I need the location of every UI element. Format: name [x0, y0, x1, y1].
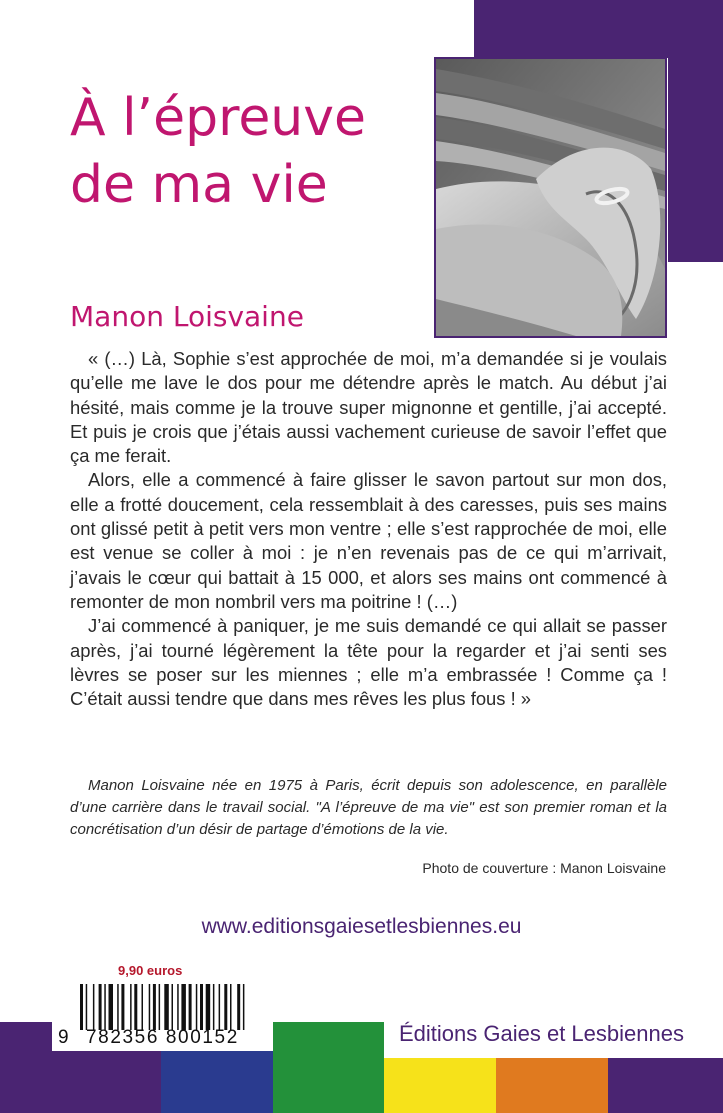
barcode-bar [159, 984, 161, 1030]
barcode-bar [237, 984, 240, 1030]
barcode-bar [172, 984, 174, 1030]
barcode-bar [230, 984, 232, 1030]
barcode-bar [80, 984, 83, 1030]
publisher-website[interactable]: www.editionsgaiesetlesbiennes.eu [201, 915, 522, 938]
barcode-bar [224, 984, 227, 1030]
side-color-block [668, 0, 723, 262]
barcode-bar [206, 984, 211, 1030]
barcode-bar [130, 984, 132, 1030]
isbn-barcode [52, 980, 273, 1051]
barcode-bar [109, 984, 114, 1030]
barcode-bar [189, 984, 192, 1030]
author-name: Manon Loisvaine [70, 300, 304, 333]
barcode-bar [99, 984, 102, 1030]
barcode-bar [142, 984, 144, 1030]
barcode-bar [181, 984, 186, 1030]
cover-photo-art [436, 59, 665, 336]
isbn-remaining-digits: 782356 800152 [86, 1027, 239, 1048]
isbn-first-digit: 9 [58, 1027, 69, 1048]
price-label: 9,90 euros [118, 963, 183, 978]
barcode-bar [213, 984, 215, 1030]
book-title-line-1: À l’épreuve [70, 88, 367, 148]
barcode-bars [80, 984, 266, 1030]
photo-credit: Photo de couverture : Manon Loisvaine [422, 860, 666, 876]
barcode-bar [86, 984, 88, 1030]
barcode-bar [219, 984, 221, 1030]
barcode-bar [164, 984, 169, 1030]
cover-photo [434, 57, 667, 338]
excerpt-paragraph: J’ai commencé à paniquer, je me suis demandé ce qui allait se passer après, j’ai tourné légèrement la tête pour la regarder et j’ai senti ses lèvres se poser sur les miennes ; elle m’a embrassée ! Comme ça ! C’était aussi tendre que dans mes rêves les plus fous ! » [70, 615, 667, 710]
book-excerpt [70, 347, 667, 711]
barcode-bar [200, 984, 203, 1030]
publisher-name: Éditions Gaies et Lesbiennes [399, 1021, 684, 1046]
barcode-bar [104, 984, 106, 1030]
barcode-bar [93, 984, 95, 1030]
barcode-bar [117, 984, 119, 1030]
author-bio: Manon Loisvaine née en 1975 à Paris, écrit depuis son adolescence, en parallèle d’une carrière dans le travail social. "A l’épreuve de ma vie" est son premier roman et la concrétisation d’un désir de partage d’émotions de la vie. [70, 777, 667, 838]
excerpt-paragraph: Alors, elle a commencé à faire glisser le savon partout sur mon dos, elle a frotté doucement, cela ressemblait à des caresses, puis ses mains ont glissé petit à petit vers mon ventre ; elle s’est rapprochée de moi, elle est venue se coller à moi : je n’en revenais pas de ce qui m’arrivait, j’avais le cœur qui battait à 15 000, et alors ses mains ont commencé à remonter de mon nombril vers ma poitrine ! (…) [70, 469, 667, 612]
rainbow-stripe-purple-left [0, 1022, 52, 1113]
excerpt-paragraph: « (…) Là, Sophie s’est approchée de moi, m’a demandée si je voulais qu’elle me lave le dos pour me détendre après le match. Au début j’ai hésité, mais comme je la trouve super mignonne et gentille, j’ai accepté. Et puis je crois que j’étais aussi vachement curieuse de savoir l’effet que ça me ferait. [70, 348, 667, 467]
publisher-box [384, 1008, 723, 1058]
barcode-bar [134, 984, 137, 1030]
barcode-bar [243, 984, 245, 1030]
barcode-bar [149, 984, 151, 1030]
barcode-bar [196, 984, 198, 1030]
barcode-bar [177, 984, 179, 1030]
barcode-bar [121, 984, 124, 1030]
isbn-digits [52, 1027, 273, 1049]
book-title-line-2: de ma vie [70, 155, 328, 215]
rainbow-stripe-green [273, 1022, 384, 1113]
barcode-bar [153, 984, 156, 1030]
